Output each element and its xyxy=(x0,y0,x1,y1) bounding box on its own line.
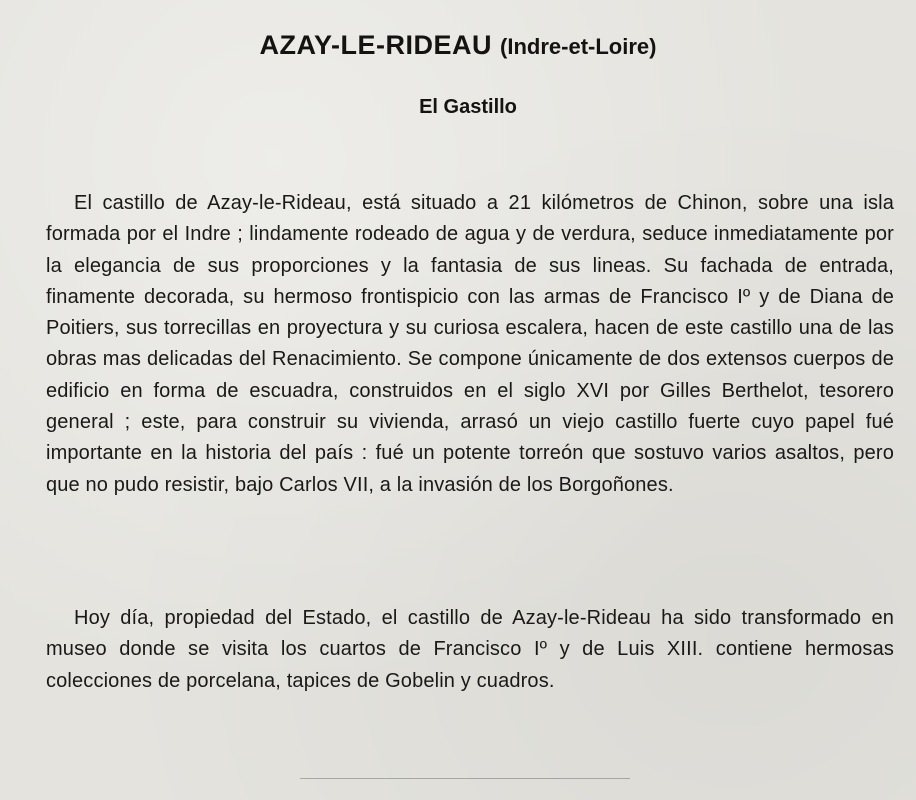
section-subtitle: El Gastillo xyxy=(419,96,517,118)
bottom-divider xyxy=(300,778,630,779)
body-paragraph-1: El castillo de Azay-le-Rideau, está situado a 21 kilómetros de Chinon, sobre una isla formada por el Indre ; lindamente rodeado de agua y de verdura, seduce inmediatamente por la elegancia de sus proporciones y la fantasia de sus lineas. Su fachada de entrada, finamente decorada, su hermoso frontispicio con las armas de Francisco Iº y de Diana de Poitiers, sus torrecillas en proyectura y su curiosa escalera, hacen de este castillo una de las obras mas delicadas del Renacimiento. Se compone únicamente de dos extensos cuerpos de edificio en forma de escuadra, construidos en el siglo XVI por Gilles Berthelot, tesorero general ; este, para construir su vivienda, arrasó un viejo castillo fuerte cuyo papel fué importante en la historia del país : fué un potente torreón que sostuvo varios asaltos, pero que no pudo resistir, bajo Carlos VII, a la invasión de los Borgoñones. xyxy=(46,192,894,496)
title-region: (Indre-et-Loire) xyxy=(500,34,657,59)
title-line xyxy=(0,30,916,61)
body-paragraph-2: Hoy día, propiedad del Estado, el castillo de Azay-le-Rideau ha sido transformado en museo donde se visita los cuartos de Francisco Iº y de Luis XIII. contiene hermosas colecciones de porcelana, tapices de Gobelin y cuadros. xyxy=(46,607,894,692)
page-title: AZAY-LE-RIDEAU xyxy=(259,30,493,60)
